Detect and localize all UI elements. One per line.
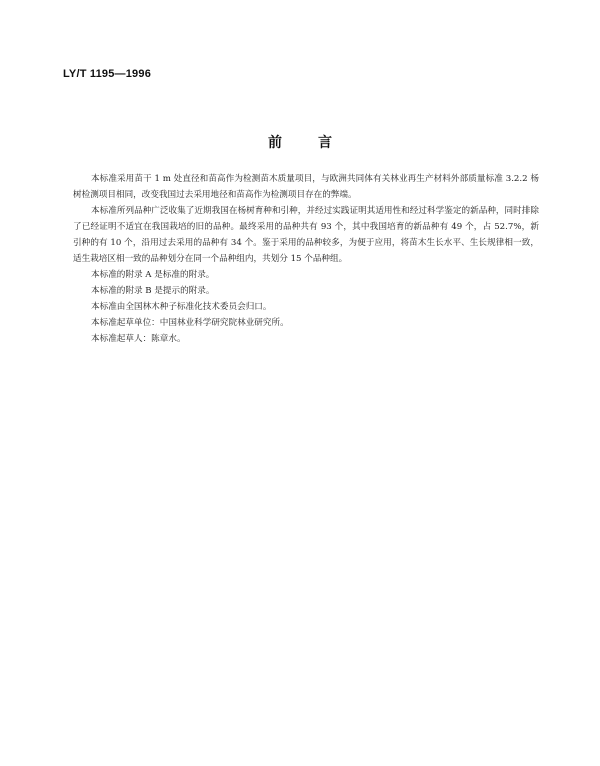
paragraph-appendix-a: 本标准的附录 A 是标准的附录。: [91, 270, 215, 280]
paragraph-drafting-unit: 本标准起草单位：中国林业科学研究院林业研究所。: [91, 318, 289, 328]
paragraph-drafter: 本标准起草人：陈章水。: [91, 334, 186, 344]
paragraph-committee: 本标准由全国林木种子标准化技术委员会归口。: [91, 302, 272, 312]
foreword-body: [73, 171, 539, 347]
paragraph-appendix-b: 本标准的附录 B 是提示的附录。: [91, 286, 215, 296]
page-title: 前言: [268, 135, 368, 151]
paragraph-measurement-items: 本标准采用苗干 1 m 处直径和苗高作为检测苗木质量项目，与欧洲共同体有关林业再生产材料外部质量标准 3.2.2 杨树检测项目相同，改变我国过去采用地径和苗高作为检测项目存在的弊端。: [73, 174, 539, 200]
paragraph-varieties: 本标准所列品种广泛收集了近期我国在杨树育种和引种，并经过实践证明其适用性和经过科学鉴定的新品种，同时排除了已经证明不适宜在我国栽培的旧的品种。最终采用的品种共有 93 个，其中我国培育的新品种有 49 个，占 52.7%，新引种的有 10 个，沿用过去采用的品种有 34 个。鉴于采用的品种较多，为便于应用，将苗木生长水平、生长规律相一致，适生栽培区相一致的品种划分在同一个品种组内，共划分 15 个品种组。: [73, 206, 539, 264]
standard-code: LY/T 1195—1996: [63, 68, 152, 80]
